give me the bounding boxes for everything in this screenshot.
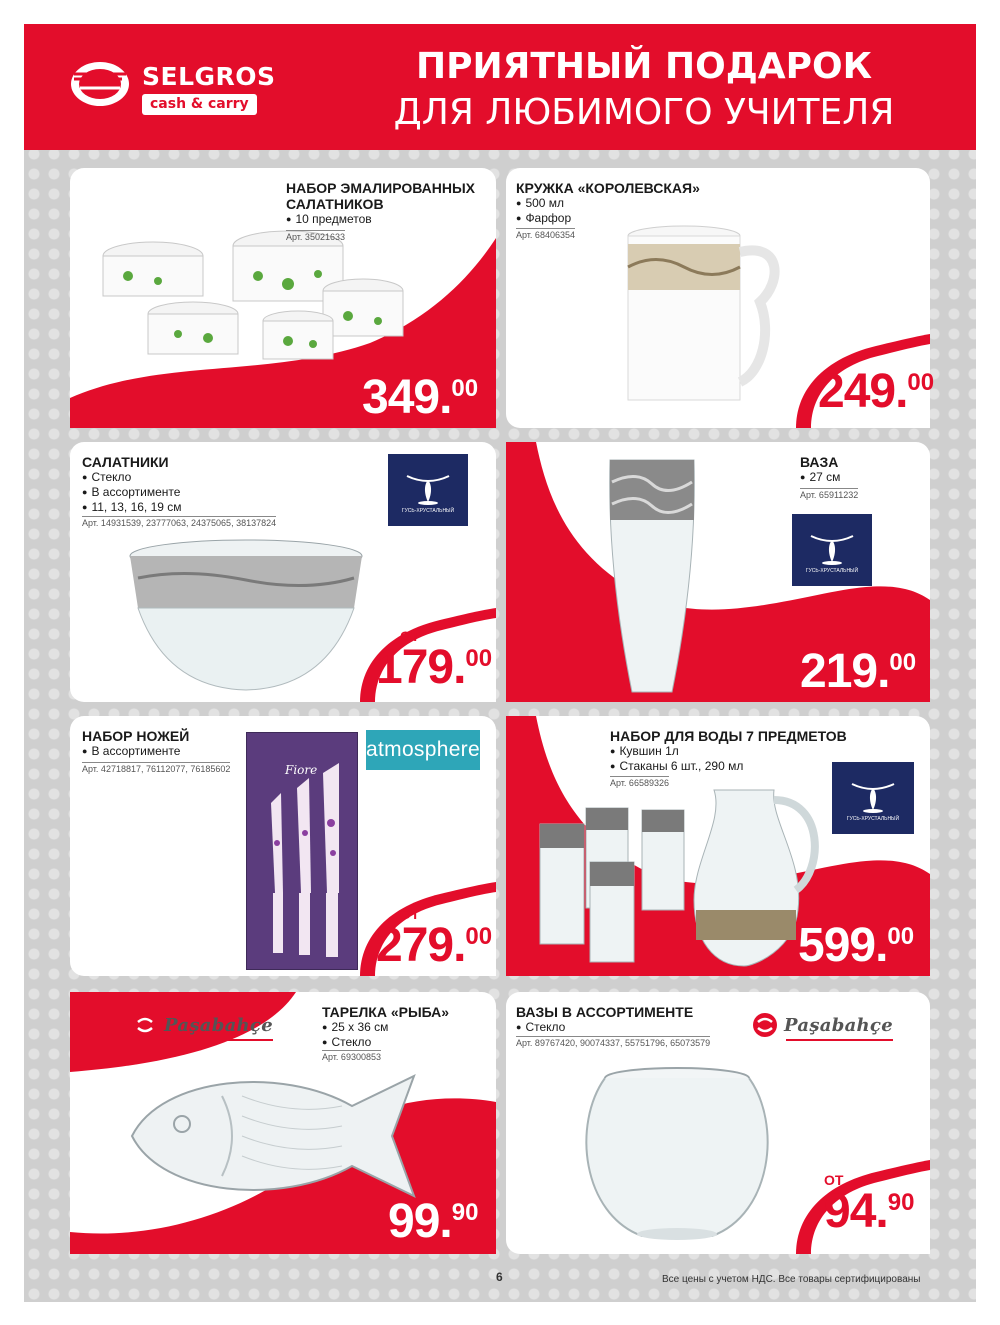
price-cents: 00: [451, 375, 479, 402]
title-line: ТАРЕЛКА «РЫБА»: [322, 1004, 450, 1020]
box-label: Fiore: [285, 763, 318, 777]
price: [800, 645, 917, 698]
article-number: Арт. 14931539, 23777063, 24375065, 38137824: [82, 518, 277, 528]
price-main: 99.: [388, 1195, 452, 1248]
product-bullets: [516, 1020, 565, 1035]
title-line: НАБОР ДЛЯ ВОДЫ 7 ПРЕДМЕТОВ: [610, 728, 847, 744]
swan-icon: [807, 526, 857, 566]
product-title: [322, 1004, 449, 1020]
price-cents: 00: [465, 923, 493, 950]
gus-khrustalny-logo[interactable]: [832, 762, 914, 834]
bullet-item: ● Стекло: [516, 1020, 565, 1035]
price: [376, 919, 493, 972]
header-banner: [24, 24, 976, 150]
title-line: САЛАТНИКИ: [82, 454, 169, 470]
bullet-item: ● Стаканы 6 шт., 290 мл: [610, 759, 743, 774]
swan-icon: [403, 466, 453, 506]
page-title: [324, 44, 964, 136]
price: [388, 1195, 479, 1248]
bullet-item: ● Фарфор: [516, 211, 571, 226]
price-from-label: ОТ: [400, 628, 420, 644]
price-cents: 00: [465, 645, 493, 672]
brand-name: Paşabahçe: [784, 1014, 893, 1036]
product-bullets: [82, 470, 182, 515]
price: [824, 1185, 915, 1238]
footer-note: Все цены с учетом НДС. Все товары сертифицированы: [662, 1274, 921, 1285]
round-vase-image: [582, 1064, 772, 1244]
product-card-knife-set[interactable]: [70, 716, 496, 976]
brand-tagline: cash & carry: [142, 94, 257, 115]
page-number: 6: [496, 1270, 503, 1284]
product-title: [516, 1004, 693, 1020]
price: [376, 641, 493, 694]
pasabahce-emblem-icon: [132, 1012, 158, 1038]
title-line: НАБОР ЭМАЛИРОВАННЫХ: [286, 180, 476, 196]
price-main: 599.: [798, 919, 888, 972]
price-cents: 90: [887, 1189, 915, 1216]
gus-khrustalny-logo[interactable]: [388, 454, 468, 526]
product-card-water-set[interactable]: [506, 716, 930, 976]
brand-name: SELGROS: [142, 62, 276, 91]
brand-underline: [166, 1039, 273, 1041]
porcelain-mug-image: [622, 222, 782, 412]
article-number: Арт. 69300853: [322, 1052, 381, 1062]
price: [362, 371, 479, 424]
product-title: [610, 728, 847, 744]
selgros-plate-icon: [70, 60, 132, 108]
fish-plate-image: [122, 1066, 422, 1206]
bullet-item: ● Стекло: [82, 470, 182, 485]
product-title: [82, 728, 189, 744]
price-main: 94.: [824, 1185, 888, 1238]
glass-bowl-image: [126, 538, 366, 698]
article-number: Арт. 42718817, 76112077, 76185602: [82, 764, 231, 774]
product-title: [516, 180, 700, 196]
product-bullets: [516, 196, 571, 226]
pasabahce-emblem-icon: [752, 1012, 778, 1038]
price-from-label: ОТ: [400, 906, 420, 922]
gus-khrustalny-logo[interactable]: [792, 514, 872, 586]
product-card-enamel-bowls[interactable]: [70, 168, 496, 428]
title-line: КРУЖКА «КОРОЛЕВСКАЯ»: [516, 180, 700, 196]
price: [818, 365, 935, 418]
price-main: 249.: [818, 365, 908, 418]
price-cents: 90: [451, 1199, 479, 1226]
bullet-item: ● 10 предметов: [286, 212, 372, 227]
bullet-item: ● В ассортименте: [82, 744, 180, 759]
bullet-item: ● Кувшин 1л: [610, 744, 743, 759]
price-cents: 00: [907, 369, 935, 396]
price-main: 279.: [376, 919, 466, 972]
price-cents: 00: [889, 649, 917, 676]
bullet-item: ● Стекло: [322, 1035, 388, 1050]
selgros-logo[interactable]: [70, 56, 280, 136]
product-card-fish-plate[interactable]: [70, 992, 496, 1254]
brand-underline: [786, 1039, 893, 1041]
price-from-label: ОТ: [824, 1172, 844, 1188]
product-title: [800, 454, 838, 470]
article-number: Арт. 68406354: [516, 230, 575, 240]
atmosphere-logo[interactable]: atmosphere: [366, 730, 480, 770]
product-bullets: [322, 1020, 388, 1050]
price-main: 219.: [800, 645, 890, 698]
price: [798, 919, 915, 972]
product-bullets: [800, 470, 840, 485]
product-bullets: [82, 744, 180, 759]
bullet-item: ● 27 см: [800, 470, 840, 485]
headline-line2: ДЛЯ ЛЮБИМОГО УЧИТЕЛЯ: [393, 92, 895, 133]
bullet-item: ● 11, 13, 16, 19 см: [82, 500, 182, 515]
price-main: 179.: [376, 641, 466, 694]
product-bullets: [286, 212, 372, 227]
glass-vase-image: [592, 452, 712, 698]
title-line: ВАЗА: [800, 454, 839, 470]
product-title: [82, 454, 169, 470]
product-card-round-vases[interactable]: [506, 992, 930, 1254]
pasabahce-logo[interactable]: [132, 1012, 273, 1038]
water-set-image: [534, 780, 824, 970]
product-card-glass-bowls[interactable]: [70, 442, 496, 702]
enamel-salad-bowls-image: [98, 226, 398, 376]
price-cents: 00: [887, 923, 915, 950]
bullet-item: ● В ассортименте: [82, 485, 182, 500]
article-number: Арт. 65911232: [800, 490, 859, 500]
brand-caption: ГУСЬ-ХРУСТАЛЬНЫЙ: [805, 568, 859, 574]
price-main: 349.: [362, 371, 452, 424]
product-title: [286, 180, 475, 212]
article-number: Арт. 66589326: [610, 778, 669, 788]
brand-caption: ГУСЬ-ХРУСТАЛЬНЫЙ: [401, 508, 455, 514]
knife-set-image: [246, 732, 358, 970]
article-number: Арт. 89767420, 90074337, 55751796, 65073579: [516, 1038, 711, 1048]
title-line: ВАЗЫ В АССОРТИМЕНТЕ: [516, 1004, 694, 1020]
brand-caption: ГУСЬ-ХРУСТАЛЬНЫЙ: [846, 816, 900, 822]
product-card-vase[interactable]: [506, 442, 930, 702]
title-line: САЛАТНИКОВ: [286, 196, 384, 212]
headline-line1: ПРИЯТНЫЙ ПОДАРОК: [415, 46, 873, 87]
pasabahce-logo[interactable]: [752, 1012, 893, 1038]
bullet-item: ● 500 мл: [516, 196, 571, 211]
title-line: НАБОР НОЖЕЙ: [82, 728, 190, 744]
bullet-item: ● 25 x 36 см: [322, 1020, 388, 1035]
swan-icon: [848, 774, 898, 814]
article-number: Арт. 35021633: [286, 232, 345, 242]
product-bullets: [610, 744, 743, 774]
brand-name: Paşabahçe: [164, 1014, 273, 1036]
product-card-mug[interactable]: [506, 168, 935, 428]
